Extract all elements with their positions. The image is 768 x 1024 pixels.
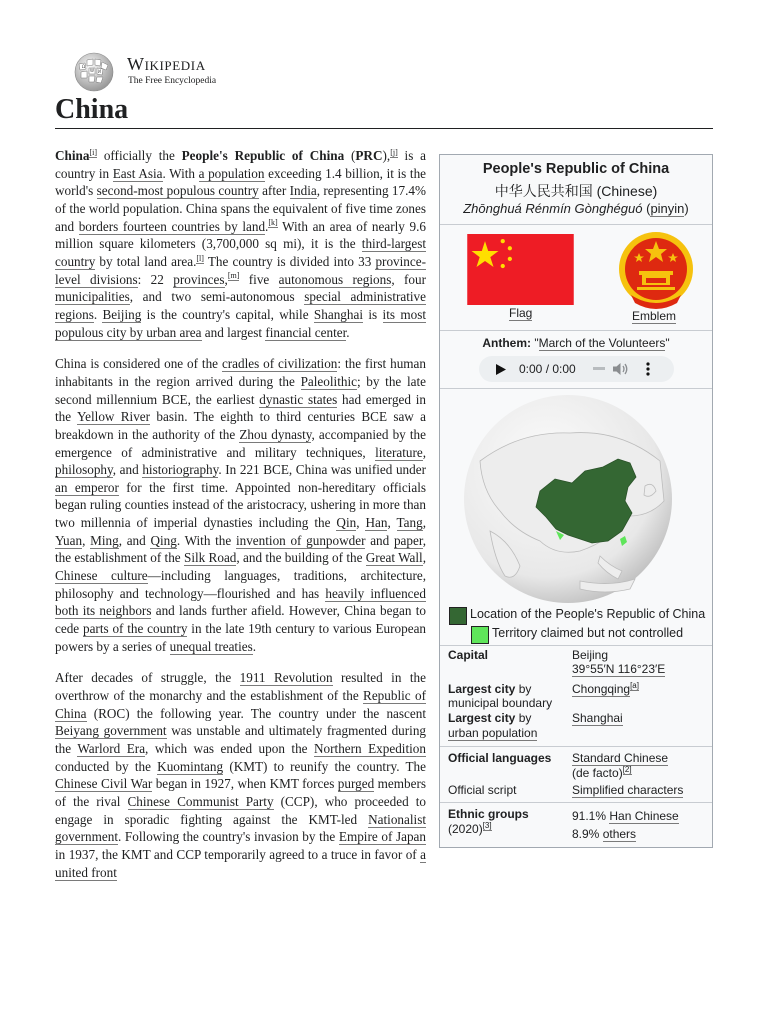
legend-swatch-prc <box>449 607 467 625</box>
article-link[interactable]: Kuomintang <box>157 758 224 774</box>
legend-swatch-claimed <box>471 626 489 644</box>
text: After decades of struggle, the <box>55 670 240 686</box>
text: (de facto) <box>572 766 623 780</box>
divider <box>440 746 712 747</box>
infobox <box>439 154 713 848</box>
play-icon[interactable] <box>496 364 506 375</box>
text: . With the <box>176 532 236 548</box>
divider <box>440 224 712 225</box>
article-link[interactable]: 1911 Revolution <box>239 670 333 686</box>
ethnic-groups-label: Ethnic groups <box>448 807 529 821</box>
article-link[interactable]: Zhou dynasty <box>239 426 312 442</box>
text: members of the rival <box>55 776 427 809</box>
text: , which was ended upon the <box>145 741 315 756</box>
text: 8.9% <box>572 827 603 841</box>
text: and <box>365 532 394 548</box>
city-link[interactable]: Chongqing <box>572 682 631 696</box>
article-link[interactable]: Qing <box>150 532 177 548</box>
ethnic-group-1 <box>572 809 679 823</box>
label: Largest city <box>448 682 516 696</box>
article-link[interactable]: an emperor <box>55 479 119 495</box>
article-body <box>55 147 426 895</box>
footnote-link[interactable]: [l] <box>196 253 204 263</box>
largest-city-municipal-value <box>572 682 639 696</box>
text: basin. The eighth to third centuries BCE saw a breakdown in the authority of the <box>55 409 426 442</box>
text: in the late 19th century to various European powers by a series of <box>55 621 427 654</box>
text: (KMT) to reunify the country. The <box>223 758 426 774</box>
legend-prc-label: Location of the People's Republic of China <box>470 607 706 621</box>
legend-claimed-label: Territory claimed but not controlled <box>492 626 684 640</box>
bold-term: China <box>55 148 90 163</box>
capital-value: Beijing <box>572 648 609 662</box>
article-link[interactable]: Warlord Era <box>77 741 146 756</box>
capital-label: Capital <box>448 648 489 662</box>
text: five <box>239 271 279 287</box>
label: Largest city <box>448 711 516 725</box>
bold-term: People's Republic of China <box>181 148 345 163</box>
article-link[interactable]: Chinese Communist Party <box>127 793 274 809</box>
article-link[interactable]: East Asia <box>112 165 163 181</box>
article-link[interactable]: Paleolithic <box>300 373 357 389</box>
article-link[interactable]: Yellow River <box>76 409 151 425</box>
audio-player[interactable] <box>479 356 674 382</box>
pinyin-link[interactable]: pinyin <box>650 201 685 216</box>
largest-city-urban-label <box>448 711 531 725</box>
article-link[interactable]: paper <box>393 532 423 548</box>
largest-city-municipal-label <box>448 682 531 696</box>
infobox-title: People's Republic of China <box>482 161 670 177</box>
ethnic-group-2 <box>572 827 636 841</box>
text: " <box>531 336 539 350</box>
article-link[interactable]: Republic of China <box>55 688 426 721</box>
progress-bar[interactable] <box>593 367 605 370</box>
infobox-romanization <box>440 201 712 216</box>
article-link[interactable]: purged <box>337 776 375 792</box>
text: had emerged in the <box>55 391 426 425</box>
text: . <box>252 638 257 654</box>
divider <box>440 388 712 389</box>
article-link[interactable]: provinces <box>173 271 225 287</box>
text: after <box>258 183 290 199</box>
text: ( <box>344 148 356 163</box>
article-paragraph-1 <box>55 147 426 341</box>
text: in 1937, the KMT and CCP temporarily agreed to a truce in favor of <box>55 846 421 862</box>
article-link[interactable]: a united front <box>55 846 426 880</box>
urban-population-link[interactable]: urban population <box>448 726 538 740</box>
official-script-link[interactable]: Simplified characters <box>572 783 684 797</box>
text: , <box>422 444 426 460</box>
official-script-label: Official script <box>448 783 517 797</box>
article-link[interactable]: financial center <box>265 324 347 340</box>
footnote-link[interactable]: [i] <box>89 147 98 157</box>
divider <box>440 802 712 803</box>
article-link[interactable]: Yuan <box>55 532 83 548</box>
svg-text:W: W <box>90 68 94 73</box>
text: . Following the country's invasion by the <box>118 829 339 845</box>
footnote-link[interactable]: [3] <box>482 821 492 830</box>
text: The country is divided into 33 <box>203 253 376 269</box>
audio-time: 0:00 / 0:00 <box>519 362 576 376</box>
text: , <box>82 532 91 548</box>
text: exceeding 1.4 billion, it is the world's <box>55 165 427 199</box>
article-link[interactable]: province-level divisions <box>55 253 426 287</box>
text: began in 1927, when KMT forces <box>152 776 338 792</box>
text: —including languages, traditions, architecture, philosophy and technology—flourished and has <box>55 568 426 601</box>
divider <box>440 330 712 331</box>
official-languages-label: Official languages <box>448 751 552 765</box>
text: by <box>515 682 532 696</box>
text: and lands further afield. However, China began to cede <box>55 603 426 637</box>
largest-city-criterion: municipal boundary <box>448 696 553 710</box>
text: (2020) <box>448 822 483 836</box>
text: by total land area. <box>95 253 197 269</box>
text: , and two semi-autonomous <box>129 289 305 305</box>
text: . <box>93 306 103 322</box>
text: ; by the late second millennium BCE, the earliest <box>55 373 426 407</box>
svg-text:И: И <box>98 69 101 74</box>
text: . With <box>162 165 199 181</box>
volume-icon[interactable] <box>613 362 628 376</box>
divider <box>440 645 712 646</box>
flag-image[interactable] <box>464 234 577 305</box>
article-link[interactable]: Qin <box>336 515 357 531</box>
text: , <box>356 515 366 531</box>
article-link[interactable]: its most populous city by urban area <box>55 306 426 340</box>
article-paragraph-3 <box>55 669 426 881</box>
article-link[interactable]: special administrative regions <box>55 289 427 322</box>
text: ( <box>642 201 651 216</box>
ethnic-link[interactable]: others <box>602 827 637 841</box>
page-title: China <box>55 94 129 125</box>
article-link[interactable]: Nationalist government <box>55 811 426 845</box>
text: is the country's capital, while <box>141 306 314 322</box>
text: and largest <box>201 324 266 340</box>
text: officially the <box>97 148 182 163</box>
article-link[interactable]: Shanghai <box>313 306 364 322</box>
text: , <box>422 515 426 531</box>
emblem-image[interactable] <box>617 229 695 309</box>
article-link[interactable]: Chinese culture <box>55 568 148 584</box>
official-language-link[interactable]: Standard Chinese <box>572 751 669 765</box>
text: , <box>422 550 426 566</box>
text: , representing 17.4% of the world population. China spans the equivalent of five time zones and <box>55 183 426 234</box>
article-link[interactable]: a population <box>198 165 265 181</box>
text: (CCP), who proceeded to engage in sporadic fighting against the KMT-led <box>55 793 426 827</box>
text: With an area of nearly 9.6 million square kilometers (3,700,000 sq mi), it is the <box>55 218 427 252</box>
romanization: Zhōnghuá Rénmín Gònghéguó <box>463 201 643 216</box>
text: ) <box>684 201 689 216</box>
text: , and the building of the <box>236 550 366 566</box>
text: . In 221 BCE, China was unified under <box>218 462 426 478</box>
text: for the first time. Appointed non-hereditary officials began ruling counties instead of the aristocracy, ushering in more than two millennia of imperial dynasties including the <box>55 479 426 531</box>
anthem-link[interactable]: March of the Volunteers <box>538 336 666 350</box>
wikipedia-logo[interactable] <box>71 51 241 93</box>
article-link[interactable]: Chinese Civil War <box>55 776 153 792</box>
text: , and <box>112 462 143 478</box>
article-link[interactable]: autonomous regions <box>278 271 392 287</box>
article-link[interactable]: third-largest country <box>55 236 426 269</box>
text: , <box>224 271 228 287</box>
article-link[interactable]: parts of the country <box>82 621 188 637</box>
article-link[interactable]: India <box>289 183 317 199</box>
article-link[interactable]: unequal treaties <box>169 638 253 654</box>
article-link[interactable]: Great Wall <box>365 550 423 566</box>
article-link[interactable]: Northern Expedition <box>314 741 426 756</box>
emblem-caption[interactable]: Emblem <box>632 309 677 323</box>
native-language: (Chinese) <box>592 183 658 199</box>
article-link[interactable]: literature <box>375 444 423 460</box>
text: conducted by the <box>55 758 158 774</box>
footnote-link[interactable]: [2] <box>622 765 632 774</box>
text: . <box>265 218 269 234</box>
official-language-note <box>572 766 632 780</box>
article-link[interactable]: second-most populous country <box>96 183 259 199</box>
footnote-link[interactable]: [m] <box>227 271 240 281</box>
article-link[interactable]: borders fourteen countries by land <box>78 218 266 234</box>
native-name: 中华人民共和国 <box>494 183 593 199</box>
article-link[interactable]: Beijing <box>102 306 142 322</box>
article-link[interactable]: Beiyang government <box>55 723 167 739</box>
text: by <box>515 711 532 725</box>
article-link[interactable]: cradles of civilization <box>221 356 338 372</box>
title-divider <box>55 128 713 129</box>
ethnic-groups-year <box>448 822 492 836</box>
article-link[interactable]: invention of gunpowder <box>235 532 366 548</box>
text: ), <box>382 148 391 163</box>
wikipedia-globe-icon <box>71 52 118 92</box>
ethnic-link[interactable]: Han Chinese <box>609 809 679 823</box>
article-link[interactable]: Silk Road <box>183 550 237 566</box>
wordmark: Wikipedia <box>127 54 206 74</box>
text: , four <box>391 271 426 287</box>
article-link[interactable]: Ming <box>90 532 119 548</box>
text: : 22 <box>137 271 174 287</box>
article-link[interactable]: philosophy <box>55 462 113 478</box>
infobox-native-name <box>440 181 712 201</box>
more-options-icon[interactable] <box>646 362 650 376</box>
text: was unstable and ultimately fragmented during the <box>55 723 427 756</box>
svg-text:Ω: Ω <box>82 64 86 69</box>
article-link[interactable]: dynastic states <box>259 391 338 407</box>
text: (ROC) the following year. The country under the nascent <box>86 705 426 721</box>
article-link[interactable]: Empire of Japan <box>338 829 426 845</box>
article-link[interactable]: Tang <box>396 515 423 531</box>
footnote-link[interactable]: [a] <box>630 681 639 690</box>
text: , and <box>118 532 151 548</box>
footnote-link[interactable]: [k] <box>268 218 278 228</box>
text: China is considered one of the <box>55 356 222 372</box>
anthem-label: Anthem: <box>482 336 532 350</box>
text: 91.1% <box>572 809 610 823</box>
largest-city-urban-value[interactable]: Shanghai <box>572 711 623 725</box>
location-map[interactable] <box>460 391 676 607</box>
bold-term: PRC <box>355 148 383 163</box>
text: , <box>387 515 397 531</box>
article-link[interactable]: historiography <box>142 462 219 478</box>
text: is <box>363 306 383 322</box>
article-link[interactable]: Han <box>365 515 388 531</box>
flag-caption[interactable]: Flag <box>509 306 533 320</box>
article-link[interactable]: heavily influenced both its neighbors <box>55 585 426 619</box>
anthem-row <box>440 336 712 350</box>
article-link[interactable]: municipalities <box>55 289 130 305</box>
text: : the first human inhabitants in the region arrived during the <box>55 356 426 389</box>
text: , accompanied by the emergence of administrative and military techniques, <box>55 426 426 460</box>
wordmark-tagline: The Free Encyclopedia <box>128 76 217 86</box>
footnote-link[interactable]: [j] <box>390 147 398 157</box>
text: resulted in the overthrow of the monarchy and the establishment of the <box>55 670 426 704</box>
text: , the establishment of the <box>55 532 426 566</box>
text: is a country in <box>55 148 426 181</box>
text: . <box>346 324 350 340</box>
text: " <box>665 336 670 350</box>
capital-coordinates[interactable]: 39°55′N 116°23′E <box>572 662 666 676</box>
article-paragraph-2 <box>55 355 426 655</box>
